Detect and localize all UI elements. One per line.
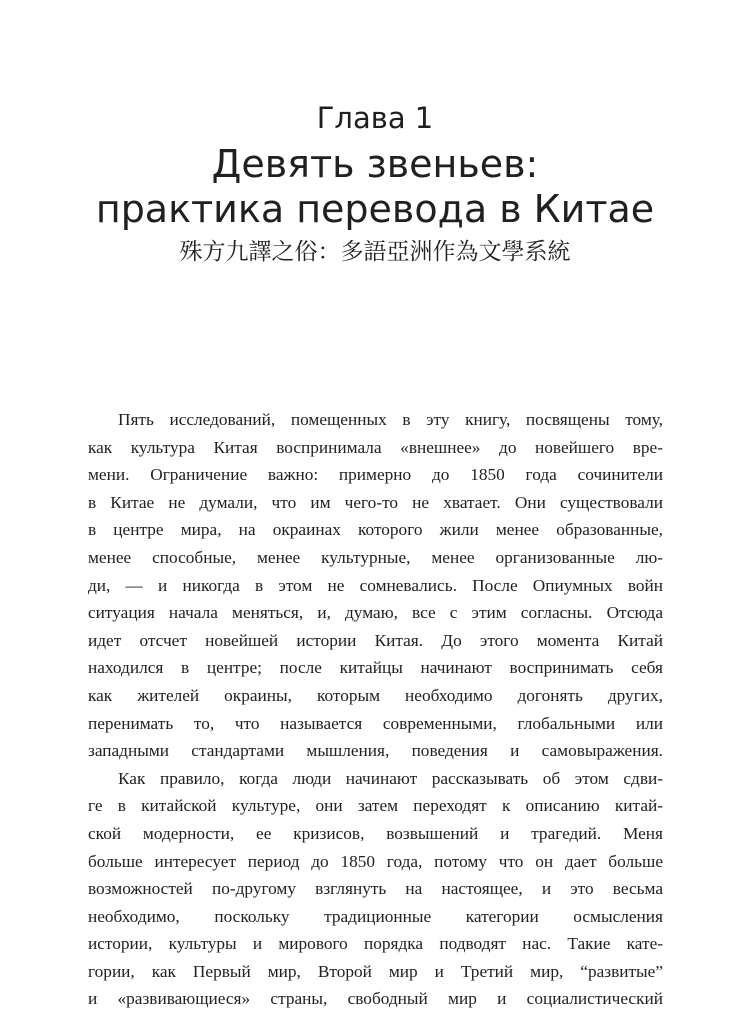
body-text bbox=[88, 406, 663, 1013]
chapter-subtitle-chinese: 殊方九譯之俗：多語亞洲作為文學系統 bbox=[179, 239, 571, 265]
text-line: ге в китайской культуре, они затем переходят к описанию китай- bbox=[88, 796, 663, 816]
chapter-number: Глава 1 bbox=[316, 101, 434, 135]
paragraph-1 bbox=[88, 406, 663, 765]
text-line: возможностей по-другому взглянуть на настоящее, и это весьма bbox=[88, 879, 663, 899]
paragraph-2 bbox=[88, 765, 663, 1013]
text-line: гории, как Первый мир, Второй мир и Третий мир, “развитые” bbox=[88, 961, 663, 981]
text-line: западными стандартами мышления, поведения и самовыражения. bbox=[88, 741, 663, 761]
chapter-title-line: практика перевода в Китае bbox=[95, 187, 655, 231]
text-line: идет отсчет новейшей истории Китая. До этого момента Китай bbox=[88, 630, 663, 650]
text-line: мени. Ограничение важно: примерно до 1850 года сочинители bbox=[88, 465, 663, 485]
chapter-title bbox=[0, 142, 750, 232]
text-line: Пять исследований, помещенных в эту книгу, посвящены тому, bbox=[118, 410, 663, 429]
text-line: перенимать то, что называется современными, глобальными или bbox=[88, 713, 663, 733]
text-line: как культура Китая воспринимала «внешнее» до новейшего вре- bbox=[88, 437, 663, 457]
text-line: ской модерности, ее кризисов, возвышений и трагедий. Меня bbox=[88, 823, 663, 843]
text-line: находился в центре; после китайцы начинают воспринимать себя bbox=[88, 658, 663, 678]
text-line: ситуация начала меняться, и, думаю, все с этим согласны. Отсюда bbox=[88, 603, 663, 623]
text-line: больше интересует период до 1850 года, потому что он дает больше bbox=[88, 851, 663, 871]
chapter-title-line: Девять звеньев: bbox=[211, 142, 539, 186]
text-line: истории, культуры и мирового порядка подводят нас. Такие кате- bbox=[88, 934, 663, 954]
text-line: и «развивающиеся» страны, свободный мир и социалистический bbox=[88, 989, 663, 1009]
text-line: менее способные, менее культурные, менее организованные лю- bbox=[88, 547, 663, 567]
text-line: Как правило, когда люди начинают рассказывать об этом сдви- bbox=[118, 768, 663, 788]
text-line: в центре мира, на окраинах которого жили менее образованные, bbox=[88, 520, 663, 540]
text-line: как жителей окраины, которым необходимо догонять других, bbox=[88, 685, 663, 705]
text-line: ди, — и никогда в этом не сомневались. После Опиумных войн bbox=[88, 575, 663, 595]
text-line: в Китае не думали, что им чего-то не хватает. Они существовали bbox=[88, 492, 663, 512]
text-line: необходимо, поскольку традиционные категории осмысления bbox=[88, 906, 663, 926]
